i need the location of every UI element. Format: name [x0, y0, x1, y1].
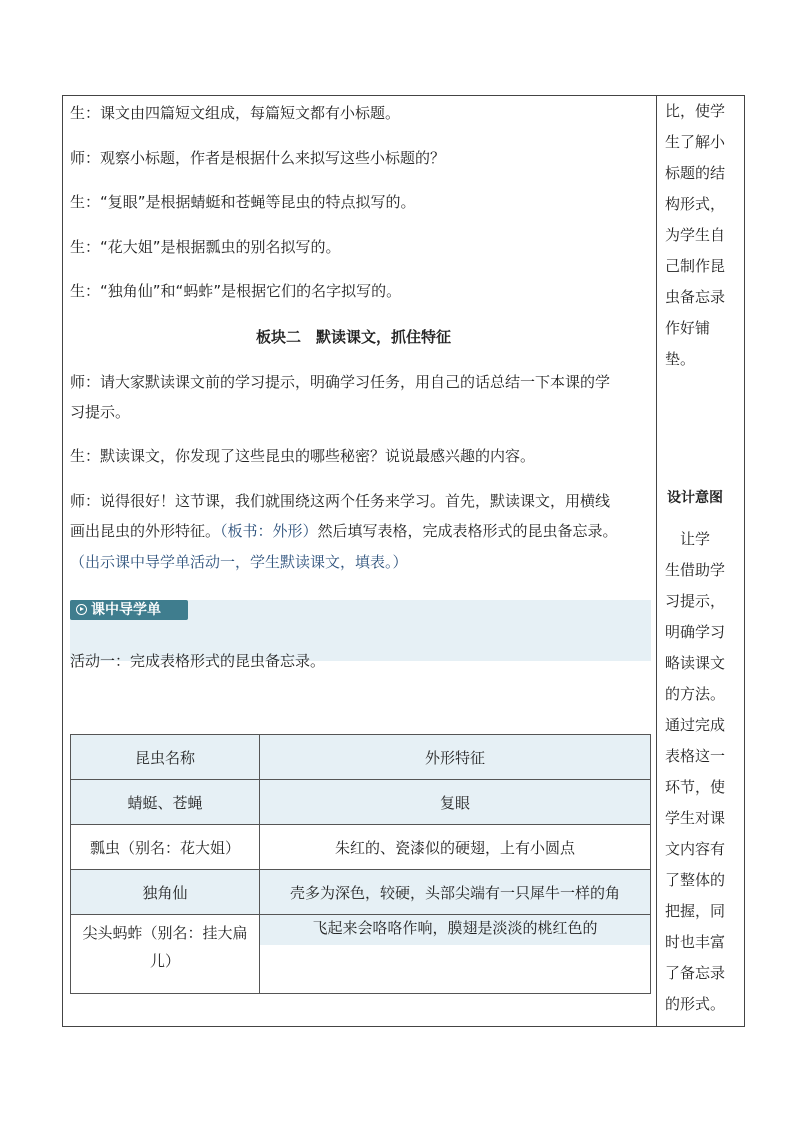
- table-row: [71, 915, 651, 994]
- paragraph-line: [70, 522, 618, 540]
- insect-table: [70, 734, 651, 994]
- paragraph-line: 师：请大家默读课文前的学习提示，明确学习任务，用自己的话总结一下本课的学: [70, 373, 611, 391]
- instruction-line: （出示课中导学单活动一，学生默读课文，填表。）: [70, 553, 408, 571]
- sidebar-line: 时也丰富: [665, 933, 726, 951]
- board-note: （板书：外形）: [220, 522, 318, 540]
- table-cell: 瓢虫（别名：花大姐）: [71, 825, 260, 870]
- sidebar-line: 环节，使: [665, 778, 726, 796]
- section-heading: 板块二 默读课文，抓住特征: [256, 328, 452, 346]
- table-cell: 壳多为深色，较硬，头部尖端有一只犀牛一样的角: [260, 870, 651, 915]
- table-row: [71, 780, 651, 825]
- paragraph-text: 然后填写表格，完成表格形式的昆虫备忘录。: [317, 522, 618, 540]
- table-header-row: [71, 735, 651, 780]
- table-cell: 独角仙: [71, 870, 260, 915]
- sidebar-line: 让学: [665, 530, 711, 548]
- sidebar-line: 略读课文: [665, 654, 726, 672]
- dialogue-line: 生：“复眼”是根据蜻蜓和苍蝇等昆虫的特点拟写的。: [70, 193, 416, 211]
- sidebar-line: 己制作昆: [665, 257, 726, 275]
- table-cell: 蜻蜓、苍蝇: [71, 780, 260, 825]
- table-cell: 朱红的、瓷漆似的硬翅，上有小圆点: [260, 825, 651, 870]
- table-row: [71, 825, 651, 870]
- dialogue-line: 师：观察小标题，作者是根据什么来拟写这些小标题的？: [70, 149, 446, 167]
- sidebar-line: 了备忘录: [665, 964, 726, 982]
- dialogue-line: 生：课文由四篇短文组成，每篇短文都有小标题。: [70, 104, 401, 122]
- paragraph-text: 画出昆虫的外形特征。: [70, 522, 221, 540]
- sidebar-line: 作好铺: [665, 319, 711, 337]
- sidebar-line: 生了解小: [665, 133, 726, 151]
- sidebar-line: 把握，同: [665, 902, 726, 920]
- table-cell: 复眼: [260, 780, 651, 825]
- table-header: 昆虫名称: [71, 735, 260, 780]
- sidebar-line: 学生对课: [665, 809, 726, 827]
- dialogue-line: 生：“独角仙”和“蚂蚱”是根据它们的名字拟写的。: [70, 282, 402, 300]
- play-circle-icon: [76, 604, 87, 615]
- table-header: 外形特征: [260, 735, 651, 780]
- paragraph-line: 生：默读课文，你发现了这些昆虫的哪些秘密？说说最感兴趣的内容。: [70, 447, 536, 465]
- dialogue-line: 生：“花大姐”是根据瓢虫的别名拟写的。: [70, 238, 341, 256]
- sidebar-line: 表格这一: [665, 747, 726, 765]
- sidebar-line: 习提示，: [665, 592, 726, 610]
- table-row: [71, 870, 651, 915]
- table-cell-wrap: [260, 915, 651, 994]
- sidebar-line: 生借助学: [665, 561, 726, 579]
- guide-title: 课中导学单: [91, 602, 161, 618]
- sidebar-line: 垫。: [665, 350, 696, 368]
- table-cell: 飞起来会咯咯作响，膜翅是淡淡的桃红色的: [260, 915, 650, 945]
- paragraph-line: 师：说得很好！这节课，我们就围绕这两个任务来学习。首先，默读课文，用横线: [70, 492, 611, 510]
- sidebar-line: 虫备忘录: [665, 288, 726, 306]
- activity-text: 活动一：完成表格形式的昆虫备忘录。: [70, 652, 326, 670]
- sidebar-line: 为学生自: [665, 226, 726, 244]
- sidebar-line: 的方法。: [665, 685, 726, 703]
- sidebar-line: 明确学习: [665, 623, 726, 641]
- sidebar-line: 文内容有: [665, 840, 726, 858]
- sidebar-line: 通过完成: [665, 716, 726, 734]
- sidebar-design-notes: [665, 524, 737, 1020]
- sidebar-line: 比，使学: [665, 102, 726, 120]
- design-intent-title: 设计意图: [667, 490, 723, 506]
- sidebar-line: 的形式。: [665, 995, 726, 1013]
- sidebar-line: 了整体的: [665, 871, 726, 889]
- guide-title-badge: [70, 600, 188, 620]
- paragraph-line: 习提示。: [70, 403, 131, 421]
- sidebar-notes: [665, 96, 737, 375]
- sidebar-line: 标题的结: [665, 164, 726, 182]
- table-cell: 尖头蚂蚱（别名：挂大扁儿）: [71, 915, 260, 994]
- column-divider: [656, 95, 657, 1027]
- sidebar-line: 构形式，: [665, 195, 726, 213]
